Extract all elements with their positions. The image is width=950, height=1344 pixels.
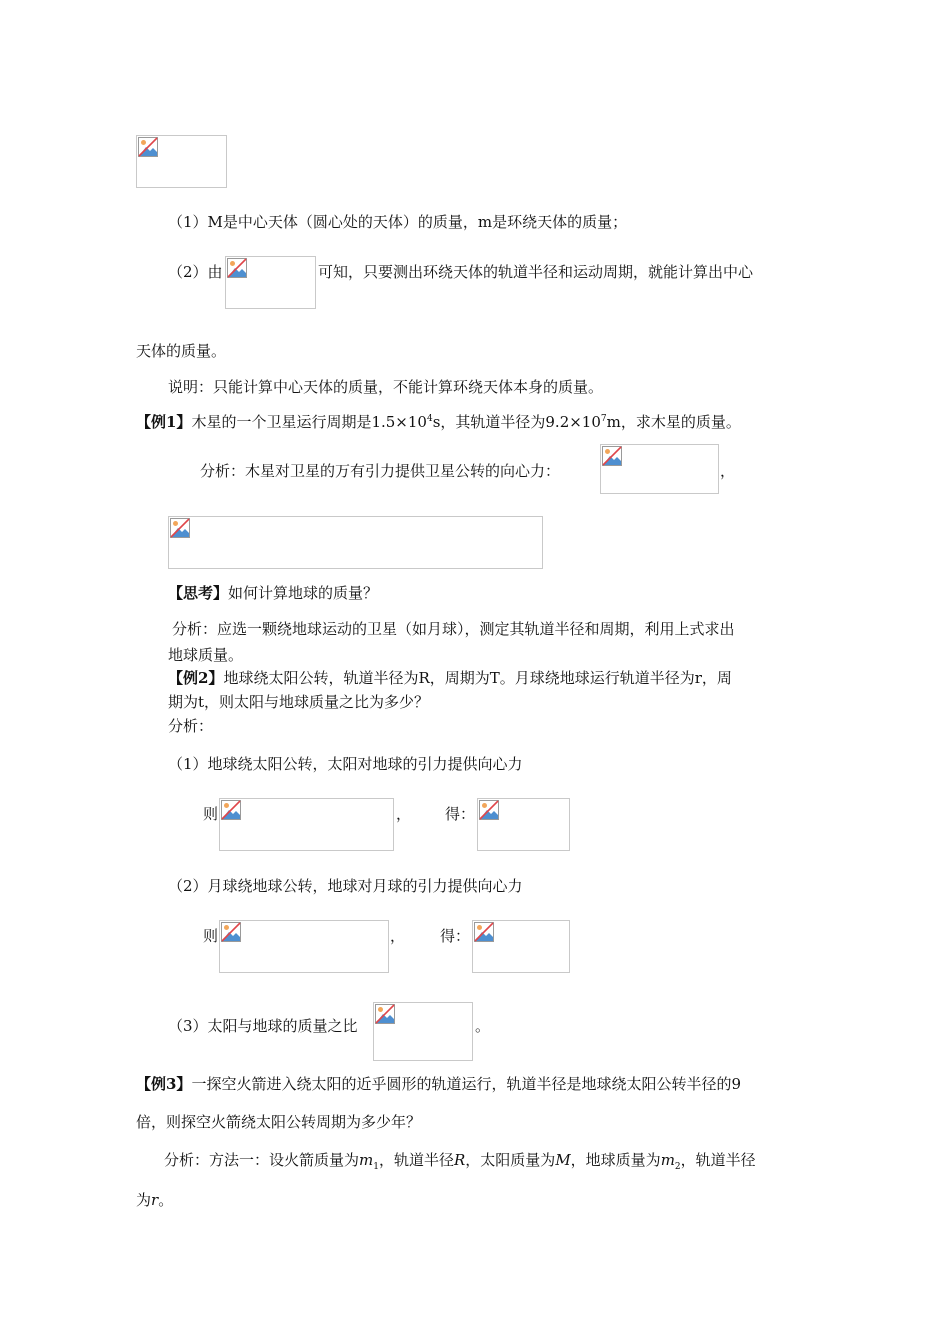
think-tag: 【思考】 — [168, 584, 229, 602]
example-1-analysis: 分析：木星对卫星的万有引力提供卫星公转的向心力： — [200, 462, 561, 480]
var-R: R — [454, 1151, 466, 1169]
example-1-text-b: s，其轨道半径为9.2×10 — [432, 413, 601, 431]
paragraph-continuation: 天体的质量。 — [136, 342, 227, 360]
example-3-analysis-line-2 — [136, 1190, 173, 1210]
analysis-text-e: ，轨道半径 — [680, 1151, 756, 1169]
var-M: M — [555, 1151, 571, 1169]
paragraph-point-1: （1）M是中心天体（圆心处的天体）的质量，m是环绕天体的质量； — [168, 213, 628, 231]
example-2-line-1 — [168, 668, 732, 688]
example-3-line-1 — [136, 1074, 741, 1094]
step-1-comma: ， — [396, 805, 412, 823]
example-3-tag: 【例3】 — [136, 1075, 192, 1093]
example-2-step-1: （1）地球绕太阳公转，太阳对地球的引力提供向心力 — [168, 755, 523, 773]
example-2-step-2: （2）月球绕地球公转，地球对月球的引力提供向心力 — [168, 877, 523, 895]
analysis-text-a: 分析：方法一：设火箭质量为 — [164, 1151, 360, 1169]
example-2-step-3: （3）太阳与地球的质量之比 — [168, 1017, 358, 1035]
subscript-2: 2 — [674, 1162, 681, 1172]
broken-image-icon — [474, 922, 494, 942]
example-2-analysis-label: 分析： — [168, 717, 214, 735]
broken-image-icon — [138, 137, 158, 157]
exponent-4: 4 — [426, 414, 433, 424]
broken-image-icon — [227, 258, 247, 278]
analysis-text-b: ，轨道半径 — [378, 1151, 454, 1169]
formula-image-4 — [168, 516, 543, 569]
var-m: m — [359, 1151, 374, 1169]
broken-image-icon — [221, 800, 241, 820]
formula-image-1 — [136, 135, 227, 188]
analysis-text-f: 为 — [136, 1191, 152, 1209]
step-1-then: 则 — [203, 805, 219, 823]
broken-image-icon — [479, 800, 499, 820]
var-r: r — [151, 1191, 159, 1209]
broken-image-icon — [221, 922, 241, 942]
paragraph-point-2-post: 可知，只要测出环绕天体的轨道半径和运动周期，就能计算出中心 — [318, 263, 754, 281]
step-2-get: 得： — [440, 927, 471, 945]
think-answer-line-2: 地球质量。 — [168, 646, 244, 664]
broken-image-icon — [602, 446, 622, 466]
example-1-line — [136, 412, 741, 432]
formula-image-9 — [373, 1002, 473, 1061]
example-1-text-a: 木星的一个卫星运行周期是1.5×10 — [191, 413, 427, 431]
example-3-text-a: 一探空火箭进入绕太阳的近乎圆形的轨道运行，轨道半径是地球绕太阳公转半径的9 — [191, 1075, 741, 1093]
formula-image-8 — [472, 920, 570, 973]
formula-image-3 — [600, 444, 719, 494]
broken-image-icon — [170, 518, 190, 538]
example-1-text-c: m，求木星的质量。 — [606, 413, 741, 431]
example-3-analysis-line-1 — [164, 1150, 756, 1170]
paragraph-point-2-pre: （2）由 — [168, 263, 223, 281]
formula-image-6 — [477, 798, 570, 851]
step-3-end: 。 — [475, 1017, 491, 1035]
analysis-text-d: ，地球质量为 — [570, 1151, 661, 1169]
note-paragraph: 说明：只能计算中心天体的质量，不能计算环绕天体本身的质量。 — [168, 378, 604, 396]
example-1-tag: 【例1】 — [136, 413, 192, 431]
exponent-7: 7 — [600, 414, 607, 424]
subscript-1: 1 — [373, 1162, 379, 1172]
step-1-get: 得： — [445, 805, 476, 823]
broken-image-icon — [375, 1004, 395, 1024]
example-2-tag: 【例2】 — [168, 669, 224, 687]
example-2-text-a: 地球绕太阳公转，轨道半径为R，周期为T。月球绕地球运行轨道半径为r，周 — [223, 669, 732, 687]
example-3-line-2: 倍，则探空火箭绕太阳公转周期为多少年？ — [136, 1113, 422, 1131]
think-line — [168, 583, 378, 603]
think-question: 如何计算地球的质量？ — [228, 584, 379, 602]
analysis-text-c: ，太阳质量为 — [465, 1151, 556, 1169]
example-1-comma: ， — [720, 462, 736, 480]
formula-image-2 — [225, 256, 316, 309]
step-2-then: 则 — [203, 927, 219, 945]
formula-image-7 — [219, 920, 389, 973]
think-answer-line-1: 分析：应选一颗绕地球运动的卫星（如月球），测定其轨道半径和周期，利用上式求出 — [172, 620, 735, 638]
analysis-text-g: 。 — [158, 1191, 174, 1209]
example-2-line-2: 期为t，则太阳与地球质量之比为多少？ — [168, 693, 430, 711]
step-2-comma: ， — [390, 927, 406, 945]
var-m2: m — [660, 1151, 675, 1169]
formula-image-5 — [219, 798, 394, 851]
